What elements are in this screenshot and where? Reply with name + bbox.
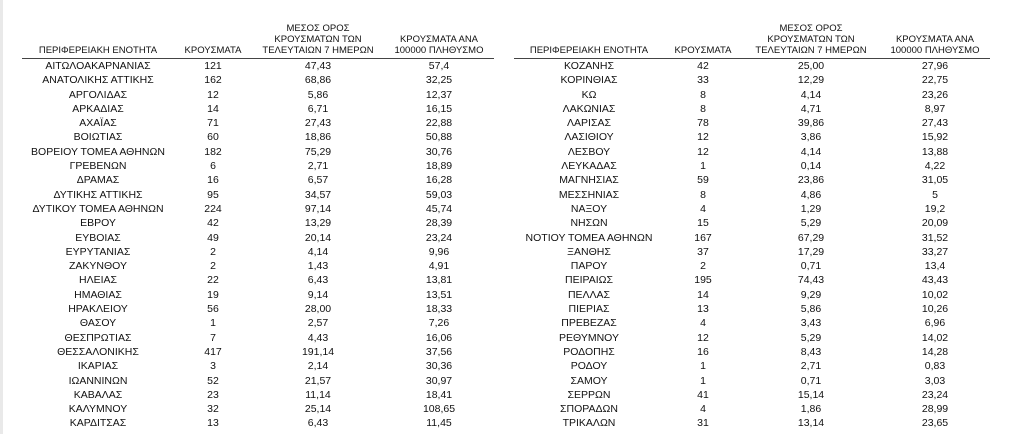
table-row (514, 59, 990, 74)
table-row (22, 388, 494, 402)
region-cell: ΛΑΣΙΘΙΟΥ (564, 131, 614, 144)
table-row (514, 145, 990, 159)
table-row (514, 159, 990, 173)
avg7-cell: 2,57 (307, 317, 329, 330)
table-row (514, 216, 990, 230)
region-cell: ΘΑΣΟΥ (79, 317, 117, 330)
cases-cell: 121 (204, 60, 222, 72)
avg7-cell: 5,29 (800, 217, 822, 230)
region-cell: ΛΕΣΒΟΥ (567, 145, 611, 158)
cases-cell: 23 (207, 388, 219, 401)
per100k-cell: 0,83 (924, 360, 946, 373)
region-cell: ΗΡΑΚΛΕΙΟΥ (68, 303, 128, 316)
table-row (514, 345, 990, 359)
avg7-cell: 1,86 (800, 403, 822, 416)
cases-cell: 95 (207, 188, 219, 201)
region-cell: ΕΥΒΟΙΑΣ (75, 231, 121, 244)
region-cell: ΑΙΤΩΛΟΑΚΑΡΝΑΝΙΑΣ (45, 60, 151, 72)
table-row (22, 216, 494, 230)
table-row (514, 188, 990, 202)
avg7-cell: 0,14 (800, 160, 822, 173)
per100k-cell: 28,39 (425, 217, 453, 230)
table-row (22, 88, 494, 102)
table-row (514, 374, 990, 388)
avg7-cell: 0,71 (800, 260, 822, 273)
per100k-cell: 15,92 (921, 131, 949, 144)
cases-cell: 224 (204, 202, 222, 215)
region-cell: ΔΥΤΙΚΗΣ ΑΤΤΙΚΗΣ (53, 188, 143, 201)
avg7-cell: 4,86 (800, 188, 822, 201)
avg7-cell: 97,14 (304, 202, 332, 215)
avg7-cell: 5,86 (800, 303, 822, 316)
cases-cell: 4 (700, 403, 706, 416)
cases-cell: 1 (700, 360, 706, 373)
region-cell: ΚΑΛΥΜΝΟΥ (68, 403, 128, 416)
region-cell: ΑΧΑΪΑΣ (79, 117, 117, 130)
table-row (514, 88, 990, 102)
cases-cell: 6 (210, 160, 216, 173)
avg7-header: ΜΕΣΟΣ ΟΡΟΣ ΚΡΟΥΣΜΑΤΩΝ ΤΩΝ ΤΕΛΕΥΤΑΙΩΝ 7 ΗΜΕΡΩΝ (262, 23, 374, 56)
table-row (22, 288, 494, 302)
region-cell: ΡΟΔΟΥ (570, 360, 608, 373)
avg7-cell: 5,86 (307, 88, 329, 101)
per100k-cell: 37,56 (425, 345, 453, 358)
region-cell: ΣΕΡΡΩΝ (567, 388, 611, 401)
table-row (514, 416, 990, 430)
avg7-cell: 6,71 (307, 102, 329, 115)
per100k-cell: 11,45 (426, 417, 452, 430)
per100k-cell: 22,88 (425, 117, 453, 130)
per100k-cell: 31,05 (921, 174, 949, 187)
table-row (514, 402, 990, 416)
region-cell: ΕΒΡΟΥ (80, 217, 116, 230)
per100k-cell: 13,51 (425, 288, 453, 301)
region-cell: ΠΕΛΛΑΣ (567, 288, 611, 301)
table-row (22, 316, 494, 330)
cases-cell: 1 (700, 374, 706, 387)
region-cell: ΝΗΣΩΝ (570, 217, 608, 230)
per100k-cell: 10,02 (921, 288, 949, 301)
region-cell: ΜΑΓΝΗΣΙΑΣ (559, 174, 619, 187)
per100k-cell: 59,03 (425, 188, 453, 201)
avg7-cell: 39,86 (797, 117, 825, 130)
region-cell: ΠΑΡΟΥ (570, 260, 608, 273)
table-row (514, 388, 990, 402)
per100k-cell: 57,4 (428, 60, 450, 72)
table-row (22, 102, 494, 116)
cases-cell: 42 (697, 60, 709, 72)
per100k-cell: 4,91 (428, 260, 450, 273)
avg7-cell: 34,57 (304, 188, 332, 201)
cases-cell: 167 (694, 231, 712, 244)
cases-cell: 12 (697, 145, 709, 158)
table-row (514, 359, 990, 373)
cases-cell: 182 (204, 145, 222, 158)
cases-cell: 16 (207, 174, 219, 187)
table-row (22, 173, 494, 187)
region-cell: ΕΥΡΥΤΑΝΙΑΣ (65, 245, 131, 258)
per100k-cell: 33,27 (921, 245, 949, 258)
per100k-cell: 13,81 (425, 274, 453, 287)
cases-cell: 78 (697, 117, 709, 130)
region-cell: ΠΕΙΡΑΙΩΣ (565, 274, 613, 287)
region-cell: ΑΡΓΟΛΙΔΑΣ (68, 88, 128, 101)
avg7-cell: 4,71 (800, 102, 822, 115)
cases-cell: 7 (210, 331, 216, 344)
avg7-cell: 11,14 (305, 388, 331, 401)
cases-cell: 3 (210, 360, 216, 373)
cases-cell: 14 (207, 102, 219, 115)
table-row (514, 102, 990, 116)
per100k-cell: 6,96 (924, 317, 946, 330)
avg7-cell: 2,14 (307, 360, 329, 373)
cases-cell: 16 (697, 345, 709, 358)
cases-cell: 2 (210, 260, 216, 273)
table-row (22, 359, 494, 373)
region-cell: ΑΡΚΑΔΙΑΣ (72, 102, 124, 115)
avg7-cell: 4,14 (800, 145, 822, 158)
per100k-cell: 30,97 (425, 374, 453, 387)
per100k-cell: 14,02 (921, 331, 949, 344)
table-body-right (514, 59, 990, 431)
table-row (22, 374, 494, 388)
header-row (514, 14, 990, 59)
table-row (514, 130, 990, 144)
region-cell: ΡΟΔΟΠΗΣ (563, 345, 615, 358)
per100k-cell: 19,2 (924, 202, 946, 215)
region-cell: ΚΑΡΔΙΤΣΑΣ (69, 417, 127, 430)
region-cell: ΝΑΞΟΥ (570, 202, 608, 215)
avg7-cell: 13,14 (797, 417, 825, 430)
region-header: ΠΕΡΙΦΕΡΕΙΑΚΗ ΕΝΟΤΗΤΑ (529, 45, 649, 56)
cases-cell: 56 (207, 303, 219, 316)
region-cell: ΗΜΑΘΙΑΣ (74, 288, 122, 301)
avg7-cell: 28,00 (304, 303, 332, 316)
table-row (22, 59, 494, 74)
avg7-cell: 5,29 (800, 331, 822, 344)
per100k-cell: 16,15 (425, 102, 453, 115)
cases-cell: 417 (204, 345, 222, 358)
table-row (22, 188, 494, 202)
per100k-cell: 4,22 (924, 160, 946, 173)
cases-cell: 12 (207, 88, 219, 101)
cases-cell: 37 (697, 245, 709, 258)
cases-cell: 4 (700, 317, 706, 330)
avg7-cell: 2,71 (800, 360, 822, 373)
table-row (514, 202, 990, 216)
cases-cell: 4 (700, 202, 706, 215)
per100k-cell: 13,4 (924, 260, 946, 273)
per100k-cell: 12,37 (425, 88, 453, 101)
region-cell: ΒΟΙΩΤΙΑΣ (73, 131, 123, 144)
table-row (22, 331, 494, 345)
avg7-cell: 4,14 (307, 245, 329, 258)
table-row (514, 331, 990, 345)
per100k-cell: 32,25 (425, 74, 453, 87)
cases-cell: 42 (207, 217, 219, 230)
table-row (22, 416, 494, 430)
cases-cell: 162 (204, 74, 222, 87)
per100k-cell: 18,89 (425, 160, 453, 173)
cases-cell: 8 (700, 88, 706, 101)
region-cell: ΛΑΡΙΣΑΣ (567, 117, 611, 130)
avg7-cell: 68,86 (304, 74, 332, 87)
region-cell: ΚΟΖΑΝΗΣ (564, 60, 614, 72)
per100k-cell: 23,26 (921, 88, 949, 101)
table-row (22, 402, 494, 416)
per100k-cell: 27,43 (921, 117, 949, 130)
per100k-cell: 28,99 (921, 403, 949, 416)
cases-cell: 32 (207, 403, 219, 416)
cases-cell: 14 (697, 288, 709, 301)
page-edge (0, 0, 3, 434)
table-row (22, 73, 494, 87)
per100k-cell: 22,75 (921, 74, 949, 87)
region-cell: ΑΝΑΤΟΛΙΚΗΣ ΑΤΤΙΚΗΣ (42, 74, 154, 87)
table-row (22, 245, 494, 259)
per100k-cell: 3,03 (924, 374, 946, 387)
region-cell: ΒΟΡΕΙΟΥ ΤΟΜΕΑ ΑΘΗΝΩΝ (31, 145, 165, 158)
cases-header: ΚΡΟΥΣΜΑΤΑ (674, 45, 732, 56)
avg7-cell: 0,71 (800, 374, 822, 387)
region-cell: ΖΑΚΥΝΘΟΥ (68, 260, 127, 273)
cases-cell: 52 (207, 374, 219, 387)
table-row (514, 116, 990, 130)
cases-cell: 2 (210, 245, 216, 258)
avg7-cell: 3,43 (800, 317, 822, 330)
table-row (514, 288, 990, 302)
table-row (514, 259, 990, 273)
avg7-cell: 17,29 (797, 245, 825, 258)
cases-cell: 1 (700, 160, 706, 173)
per100k-cell: 23,24 (425, 231, 453, 244)
table-row (22, 159, 494, 173)
cases-cell: 41 (697, 388, 709, 401)
table-row (514, 73, 990, 87)
table-row (22, 259, 494, 273)
per100k-header: ΚΡΟΥΣΜΑΤΑ ΑΝΑ 100000 ΠΛΗΘΥΣΜΟ (394, 34, 484, 56)
cases-cell: 13 (697, 303, 709, 316)
per100k-cell: 30,36 (425, 360, 453, 373)
avg7-cell: 6,57 (307, 174, 329, 187)
avg7-cell: 67,29 (797, 231, 825, 244)
region-header: ΠΕΡΙΦΕΡΕΙΑΚΗ ΕΝΟΤΗΤΑ (38, 45, 158, 56)
avg7-cell: 15,14 (797, 388, 825, 401)
region-cell: ΚΟΡΙΝΘΙΑΣ (560, 74, 618, 87)
avg7-cell: 9,14 (307, 288, 329, 301)
avg7-cell: 21,57 (304, 374, 332, 387)
per100k-cell: 5 (932, 188, 938, 201)
region-cell: ΤΡΙΚΑΛΩΝ (562, 417, 616, 430)
cases-cell: 12 (697, 131, 709, 144)
region-cell: ΚΑΒΑΛΑΣ (73, 388, 123, 401)
table-row (22, 345, 494, 359)
table-row (22, 231, 494, 245)
avg7-cell: 12,29 (797, 74, 825, 87)
region-cell: ΙΚΑΡΙΑΣ (77, 360, 119, 373)
avg7-cell: 191,14 (301, 345, 335, 358)
region-cell: ΔΥΤΙΚΟΥ ΤΟΜΕΑ ΑΘΗΝΩΝ (32, 202, 164, 215)
table-row (22, 273, 494, 287)
cases-cell: 12 (697, 331, 709, 344)
region-cell: ΜΕΣΣΗΝΙΑΣ (558, 188, 620, 201)
cases-cell: 31 (697, 417, 709, 430)
cases-cell: 195 (694, 274, 712, 287)
table-row (22, 302, 494, 316)
region-cell: ΡΕΘΥΜΝΟΥ (558, 331, 619, 344)
table-row (514, 173, 990, 187)
cases-table-left (22, 14, 494, 431)
avg7-header: ΜΕΣΟΣ ΟΡΟΣ ΚΡΟΥΣΜΑΤΩΝ ΤΩΝ ΤΕΛΕΥΤΑΙΩΝ 7 ΗΜΕΡΩΝ (755, 23, 867, 56)
table-row (514, 231, 990, 245)
per100k-cell: 18,33 (425, 303, 453, 316)
per100k-cell: 20,09 (921, 217, 949, 230)
table-row (514, 316, 990, 330)
per100k-cell: 13,88 (921, 145, 949, 158)
header-row (22, 14, 494, 59)
table-row (22, 130, 494, 144)
cases-cell: 33 (697, 74, 709, 87)
avg7-cell: 74,43 (797, 274, 825, 287)
cases-cell: 59 (697, 174, 709, 187)
cases-cell: 60 (207, 131, 219, 144)
table-row (22, 145, 494, 159)
avg7-cell: 47,43 (304, 60, 332, 72)
region-cell: ΝΟΤΙΟΥ ΤΟΜΕΑ ΑΘΗΝΩΝ (525, 231, 653, 244)
avg7-cell: 4,43 (307, 331, 329, 344)
table-row (514, 273, 990, 287)
table-row (514, 302, 990, 316)
cases-cell: 13 (207, 417, 219, 430)
table-row (514, 245, 990, 259)
avg7-cell: 6,43 (307, 274, 329, 287)
per100k-cell: 8,97 (924, 102, 946, 115)
table-row (22, 202, 494, 216)
per100k-cell: 31,52 (921, 231, 949, 244)
per100k-header: ΚΡΟΥΣΜΑΤΑ ΑΝΑ 100000 ΠΛΗΘΥΣΜΟ (890, 34, 980, 56)
avg7-cell: 25,14 (304, 403, 332, 416)
avg7-cell: 18,86 (304, 131, 332, 144)
avg7-cell: 27,43 (304, 117, 332, 130)
cases-cell: 15 (697, 217, 709, 230)
cases-header: ΚΡΟΥΣΜΑΤΑ (184, 45, 242, 56)
avg7-cell: 20,14 (304, 231, 332, 244)
cases-cell: 22 (207, 274, 219, 287)
per100k-cell: 16,28 (425, 174, 453, 187)
region-cell: ΣΠΟΡΑΔΩΝ (560, 403, 618, 416)
region-cell: ΛΕΥΚΑΔΑΣ (561, 160, 617, 173)
per100k-cell: 9,96 (428, 245, 450, 258)
avg7-cell: 8,43 (800, 345, 822, 358)
region-cell: ΔΡΑΜΑΣ (76, 174, 120, 187)
per100k-cell: 23,24 (921, 388, 949, 401)
avg7-cell: 4,14 (800, 88, 822, 101)
table-body-left (22, 59, 494, 431)
region-cell: ΘΕΣΠΡΩΤΙΑΣ (64, 331, 132, 344)
cases-cell: 49 (207, 231, 219, 244)
avg7-cell: 75,29 (304, 145, 332, 158)
per100k-cell: 108,65 (422, 403, 456, 416)
cases-cell: 19 (207, 288, 219, 301)
region-cell: ΠΡΕΒΕΖΑΣ (561, 317, 617, 330)
per100k-cell: 7,26 (428, 317, 450, 330)
per100k-cell: 27,96 (921, 60, 949, 72)
per100k-cell: 23,65 (921, 417, 949, 430)
cases-cell: 8 (700, 102, 706, 115)
region-cell: ΗΛΕΙΑΣ (78, 274, 117, 287)
per100k-cell: 10,26 (921, 303, 949, 316)
per100k-cell: 50,88 (425, 131, 453, 144)
region-cell: ΞΑΝΘΗΣ (567, 245, 611, 258)
region-cell: ΙΩΑΝΝΙΝΩΝ (68, 374, 128, 387)
cases-cell: 71 (207, 117, 219, 130)
table-row (22, 116, 494, 130)
cases-cell: 2 (700, 260, 706, 273)
region-cell: ΘΕΣΣΑΛΟΝΙΚΗΣ (57, 345, 139, 358)
avg7-cell: 23,86 (797, 174, 825, 187)
region-cell: ΠΙΕΡΙΑΣ (568, 303, 610, 316)
avg7-cell: 9,29 (800, 288, 822, 301)
per100k-cell: 43,43 (921, 274, 949, 287)
region-cell: ΛΑΚΩΝΙΑΣ (562, 102, 616, 115)
region-cell: ΣΑΜΟΥ (570, 374, 608, 387)
per100k-cell: 14,28 (921, 345, 949, 358)
avg7-cell: 2,71 (307, 160, 329, 173)
per100k-cell: 16,06 (425, 331, 453, 344)
avg7-cell: 1,29 (800, 202, 822, 215)
avg7-cell: 6,43 (307, 417, 329, 430)
per100k-cell: 45,74 (425, 202, 453, 215)
per100k-cell: 30,76 (425, 145, 453, 158)
avg7-cell: 25,00 (797, 60, 825, 72)
cases-cell: 8 (700, 188, 706, 201)
avg7-cell: 13,29 (304, 217, 332, 230)
avg7-cell: 3,86 (800, 131, 822, 144)
per100k-cell: 18,41 (425, 388, 453, 401)
region-cell: ΓΡΕΒΕΝΩΝ (69, 160, 127, 173)
region-cell: ΚΩ (581, 88, 597, 101)
cases-cell: 1 (210, 317, 216, 330)
avg7-cell: 1,43 (307, 260, 329, 273)
cases-table-right (514, 14, 990, 431)
